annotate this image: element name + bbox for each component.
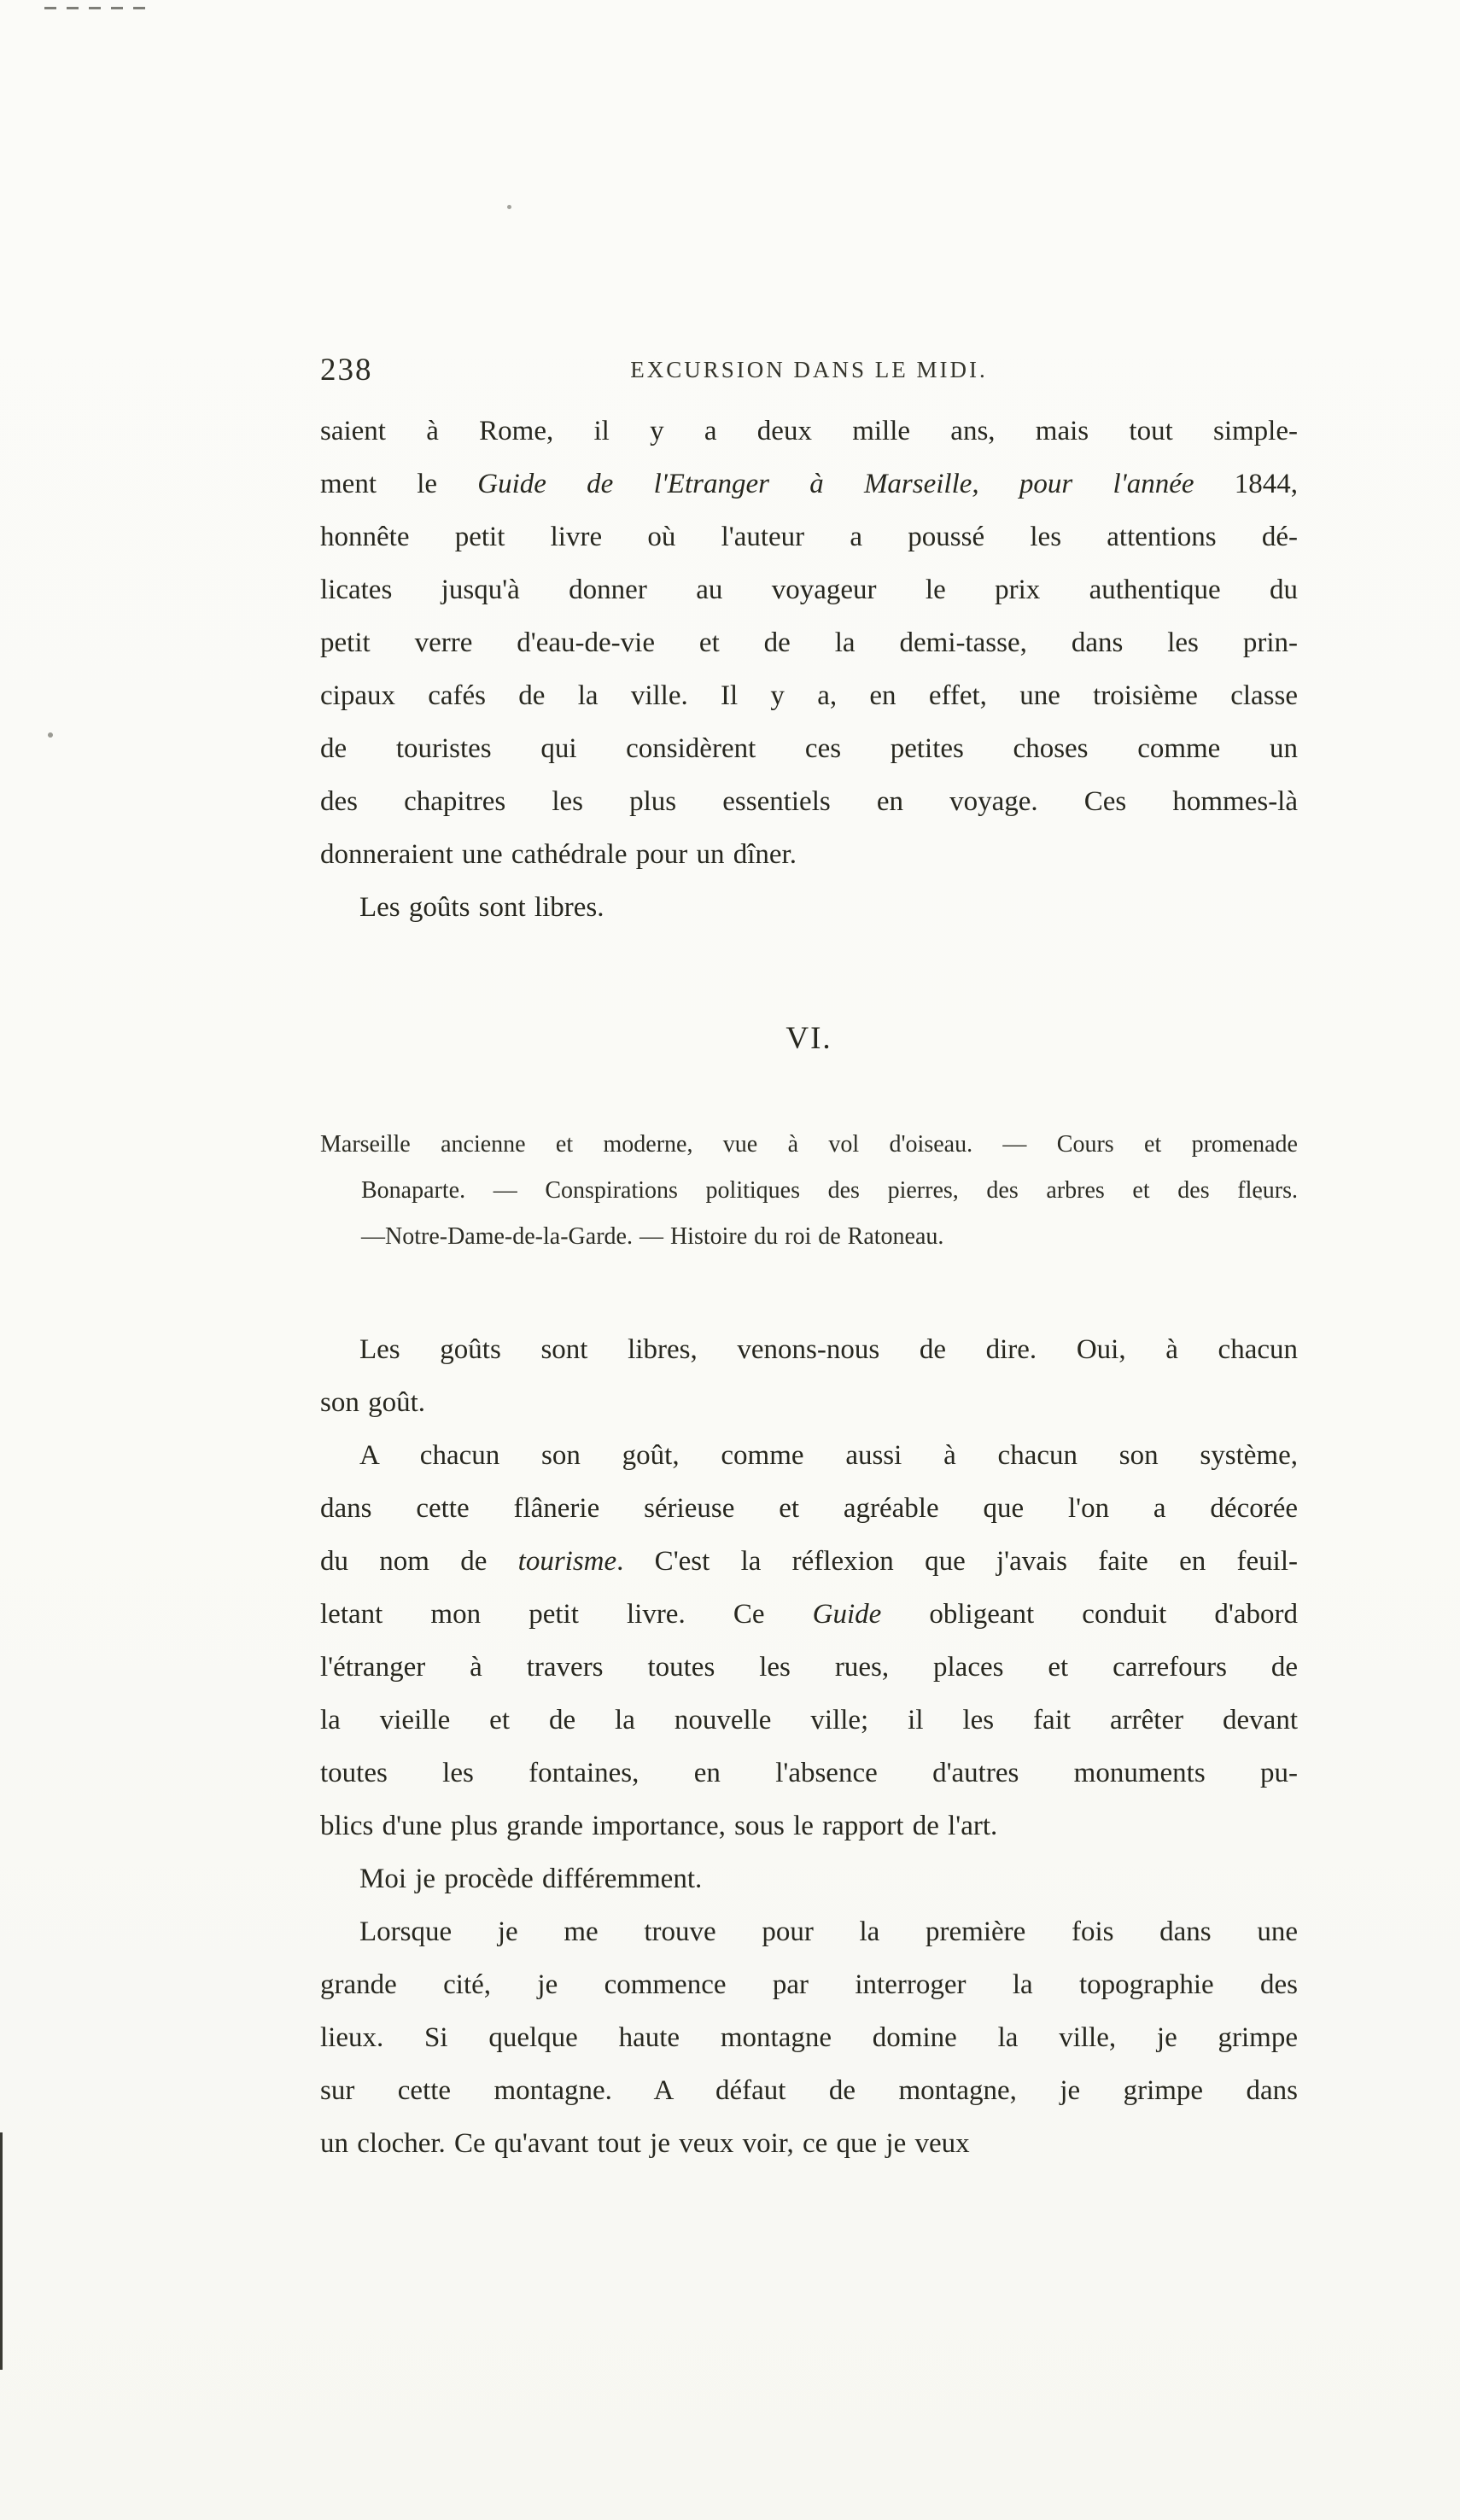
text-line: donneraient une cathédrale pour un dîner.: [320, 839, 797, 870]
text-line: petit verre d'eau-de-vie et de la demi-tasse, dans les prin-: [320, 627, 1298, 658]
paragraph: [320, 405, 1298, 881]
text-line: Moi je procède différemment.: [359, 1864, 703, 1894]
text-line: saient à Rome, il y a deux mille ans, mais tout simple-: [320, 416, 1298, 446]
italic-text: Guide: [812, 1599, 882, 1630]
text-line: —Notre-Dame-de-la-Garde. — Histoire du roi de Ratoneau.: [361, 1223, 944, 1250]
page-number: 238: [320, 353, 373, 388]
text-line: ment le Guide de l'Etranger à Marseille, pour l'année 1844,: [320, 469, 1299, 499]
chapter-summary: [320, 1122, 1298, 1260]
text-line: un clocher. Ce qu'avant tout je veux voir, ce que je veux: [320, 2128, 970, 2159]
text-line: Les goûts sont libres, venons-nous de dire. Oui, à chacun: [359, 1334, 1298, 1365]
text-line: son goût.: [320, 1387, 426, 1418]
text-column: [320, 405, 1298, 2170]
paragraph: [320, 1429, 1298, 1852]
running-title: EXCURSION DANS LE MIDI.: [630, 357, 988, 382]
text-line: Bonaparte. — Conspirations politiques des pierres, des arbres et des fleurs.: [361, 1177, 1298, 1204]
scan-artifact-top-dashes: [44, 7, 155, 9]
paragraph: [320, 1852, 1298, 1905]
text-line: Marseille ancienne et moderne, vue à vol d'oiseau. — Cours et promenade: [320, 1131, 1298, 1158]
text-line: Les goûts sont libres.: [359, 892, 604, 923]
text-line: grande cité, je commence par interroger la topographie des: [320, 1969, 1298, 2000]
section-heading: VI.: [785, 1021, 832, 1056]
page-header: [320, 352, 1298, 393]
text-line: honnête petit livre où l'auteur a poussé les attentions dé-: [320, 522, 1298, 552]
text-line: l'étranger à travers toutes les rues, places et carrefours de: [320, 1652, 1298, 1683]
scan-speck: [48, 732, 53, 738]
paragraph: [320, 881, 1298, 934]
text-line: licates jusqu'à donner au voyageur le prix authentique du: [320, 575, 1298, 605]
text-line: toutes les fontaines, en l'absence d'autres monuments pu-: [320, 1758, 1298, 1788]
text-line: letant mon petit livre. Ce Guide obligeant conduit d'abord: [320, 1599, 1298, 1630]
italic-text: tourisme: [517, 1546, 617, 1577]
text-line: la vieille et de la nouvelle ville; il les fait arrêter devant: [320, 1705, 1298, 1735]
text-line: cipaux cafés de la ville. Il y a, en effet, une troisième classe: [320, 680, 1298, 711]
text-line: Lorsque je me trouve pour la première fois dans une: [359, 1916, 1298, 1947]
scan-artifact-left-edge-line: [0, 2132, 3, 2370]
text-line: blics d'une plus grande importance, sous le rapport de l'art.: [320, 1811, 998, 1841]
text-line: des chapitres les plus essentiels en voyage. Ces hommes-là: [320, 786, 1298, 817]
text-line: de touristes qui considèrent ces petites choses comme un: [320, 733, 1298, 764]
text-line: lieux. Si quelque haute montagne domine la ville, je grimpe: [320, 2022, 1298, 2053]
paragraph: [320, 1323, 1298, 1429]
text-line: A chacun son goût, comme aussi à chacun son système,: [359, 1440, 1298, 1471]
text-line: sur cette montagne. A défaut de montagne, je grimpe dans: [320, 2075, 1298, 2106]
text-line: dans cette flânerie sérieuse et agréable que l'on a décorée: [320, 1493, 1298, 1524]
paragraph: [320, 1905, 1298, 2170]
text-line: du nom de tourisme. C'est la réflexion que j'avais faite en feuil-: [320, 1546, 1298, 1577]
scan-speck: [507, 205, 511, 209]
italic-text: Guide de l'Etranger à Marseille, pour l'année: [477, 469, 1194, 499]
